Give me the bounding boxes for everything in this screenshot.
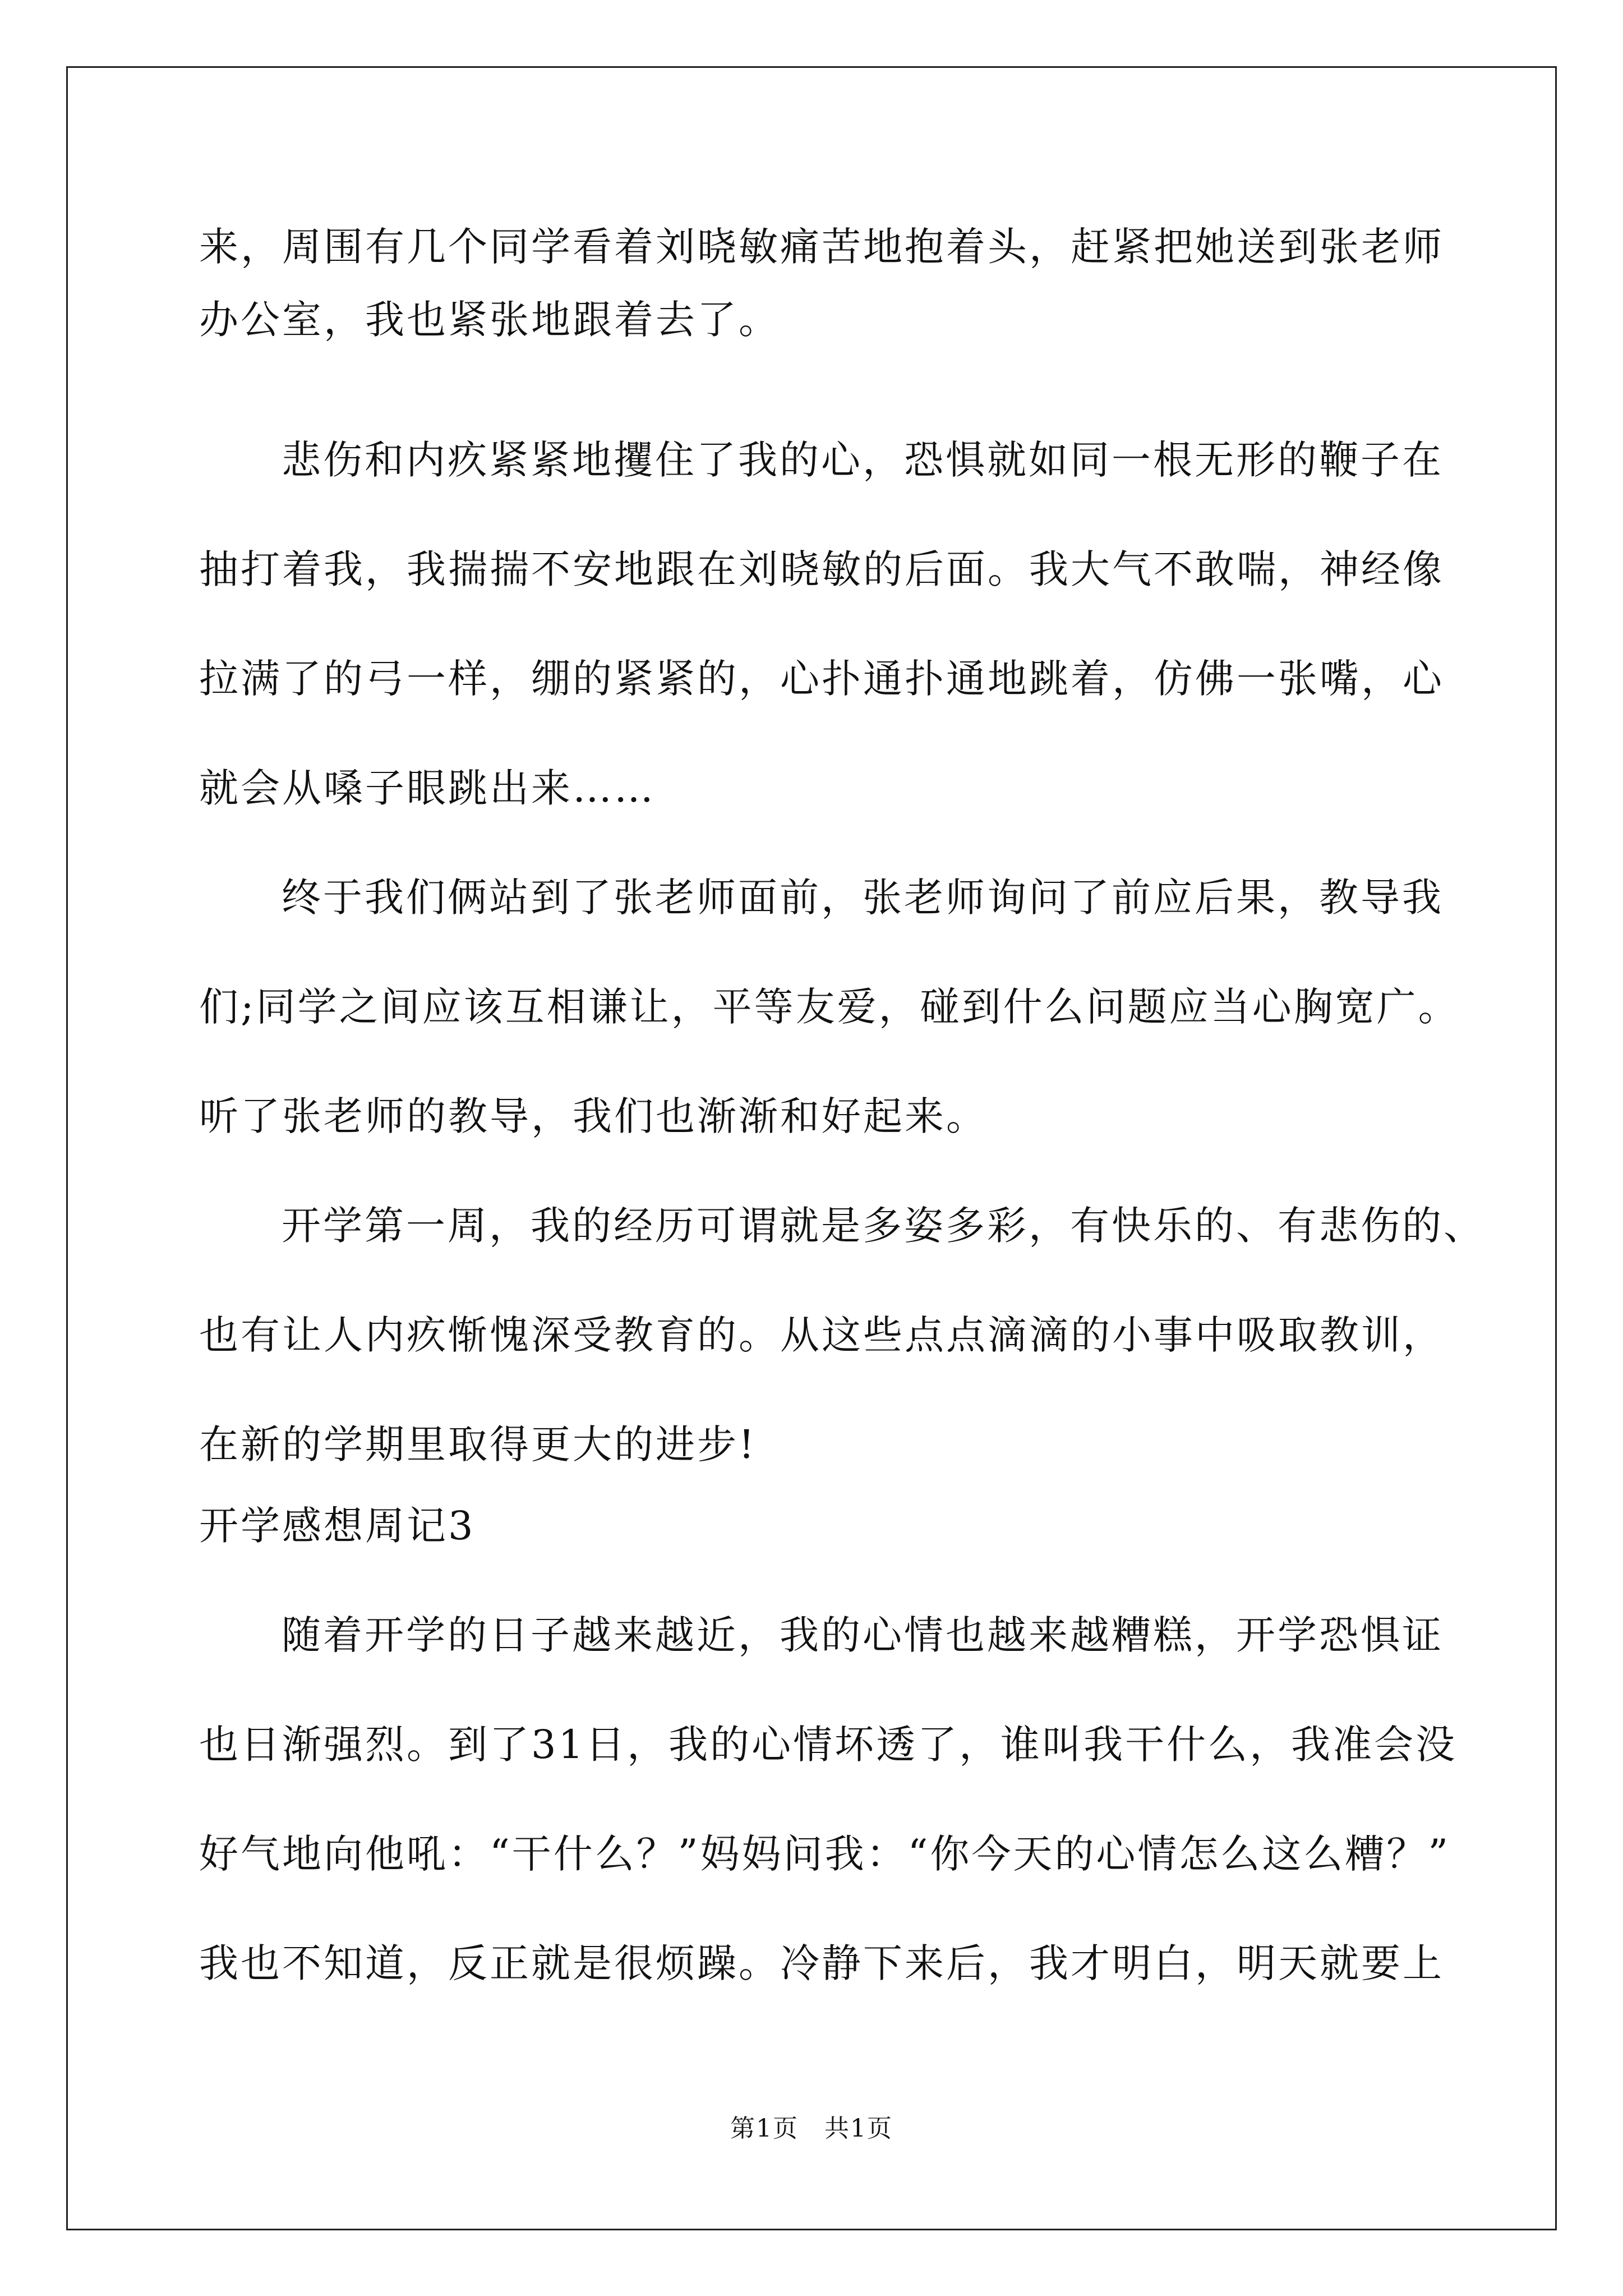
text-line-8: 们;同学之间应该互相谦让，平等友爱，碰到什么问题应当心胸宽广。	[199, 984, 1460, 1030]
paragraph-indent-line-7: 终于我们俩站到了张老师面前，张老师询问了前应后果，教导我	[282, 875, 1444, 921]
text-line-5: 拉满了的弓一样，绷的紧紧的，心扑通扑通地跳着，仿佛一张嘴，心	[199, 656, 1444, 702]
paragraph-indent-line-14: 随着开学的日子越来越近，我的心情也越来越糟糕，开学恐惧证	[282, 1612, 1444, 1658]
text-line-2: 办公室，我也紧张地跟着去了。	[199, 297, 780, 343]
page-footer: 第1页 共1页	[730, 2114, 893, 2143]
section-heading: 开学感想周记3	[199, 1503, 476, 1549]
text-line-1: 来，周围有几个同学看着刘晓敏痛苦地抱着头，赶紧把她送到张老师	[199, 224, 1444, 270]
text-line-11: 也有让人内疚惭愧深受教育的。从这些点点滴滴的小事中吸取教训，	[199, 1312, 1444, 1358]
text-line-17: 我也不知道，反正就是很烦躁。冷静下来后，我才明白，明天就要上	[199, 1940, 1444, 1986]
text-line-6: 就会从嗓子眼跳出来……	[199, 765, 656, 811]
text-line-16: 好气地向他吼：“干什么？”妈妈问我：“你今天的心情怎么这么糟？”	[199, 1831, 1451, 1877]
paragraph-indent-line-3: 悲伤和内疚紧紧地攫住了我的心，恐惧就如同一根无形的鞭子在	[282, 437, 1444, 483]
text-line-12: 在新的学期里取得更大的进步!	[199, 1421, 757, 1467]
paragraph-indent-line-10: 开学第一周，我的经历可谓就是多姿多彩，有快乐的、有悲伤的、	[282, 1203, 1485, 1249]
text-line-4: 抽打着我，我揣揣不安地跟在刘晓敏的后面。我大气不敢喘，神经像	[199, 546, 1444, 592]
text-line-9: 听了张老师的教导，我们也渐渐和好起来。	[199, 1093, 988, 1139]
page-border	[66, 66, 1557, 2230]
text-line-15: 也日渐强烈。到了31日，我的心情坏透了，谁叫我干什么，我准会没	[199, 1722, 1458, 1768]
